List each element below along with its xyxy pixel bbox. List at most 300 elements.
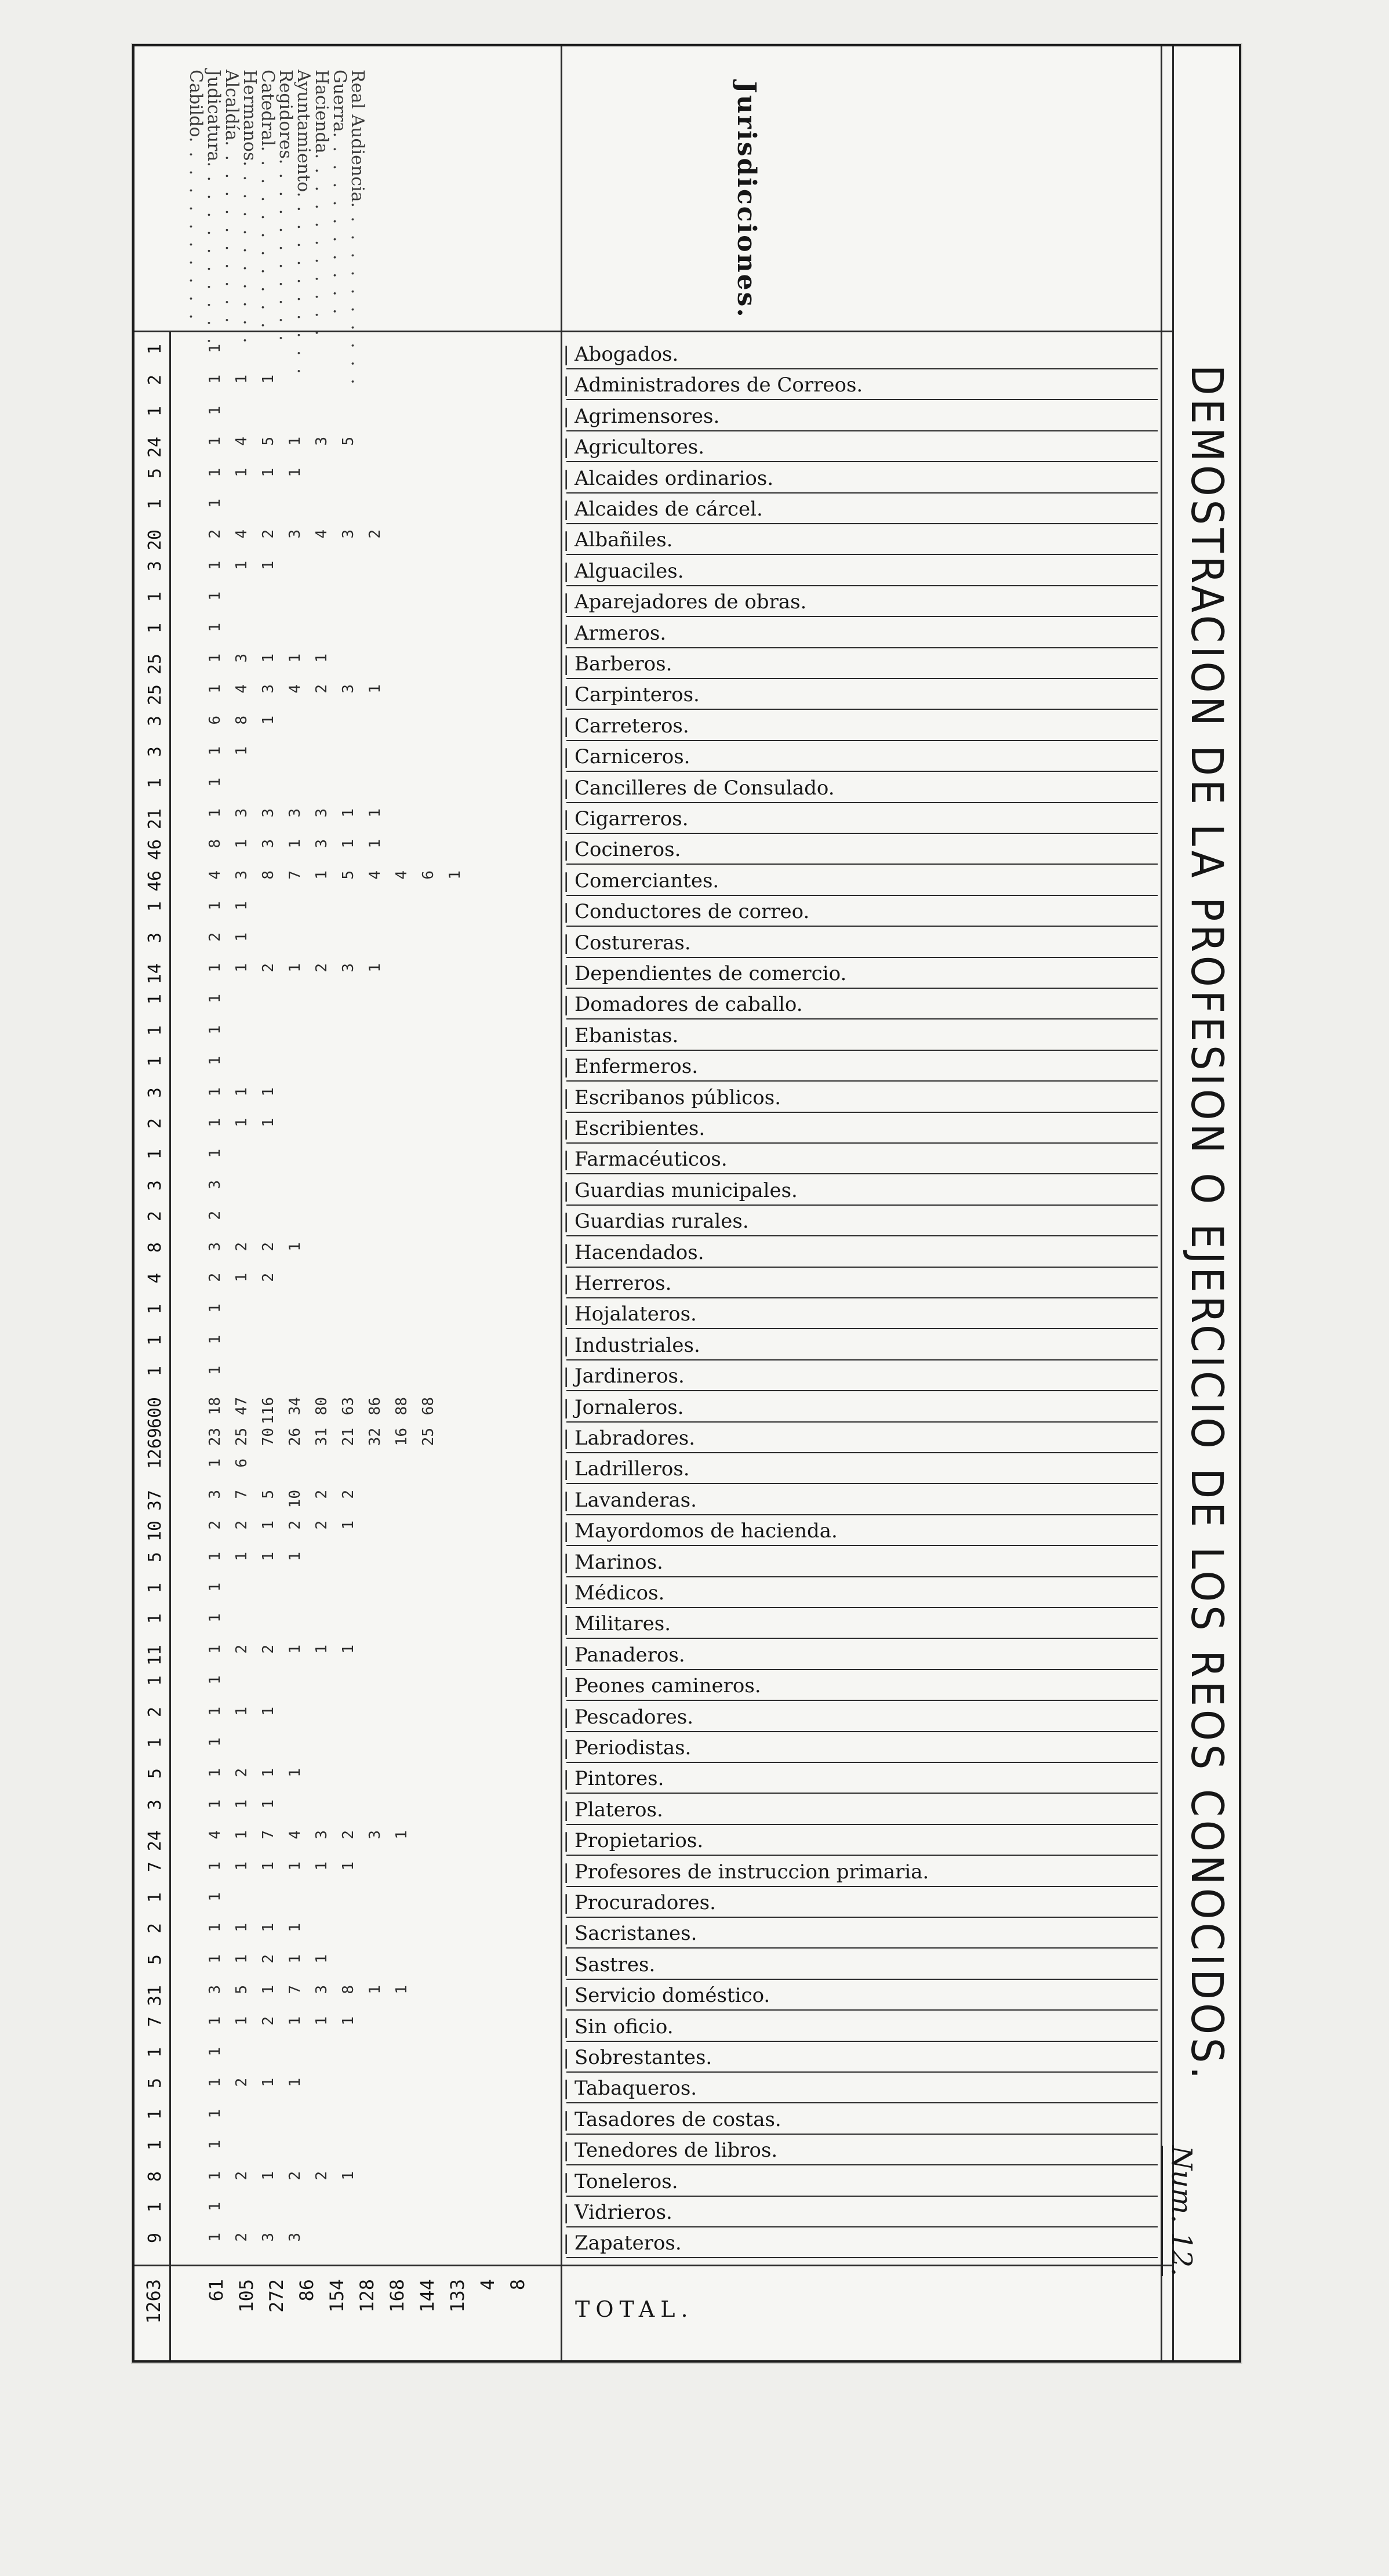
profession-label: | Pintores.: [566, 1764, 1158, 1794]
jurisdiction-value: 1: [206, 437, 224, 446]
profession-values: [139, 649, 696, 679]
profession-label: | Agricultores.: [566, 432, 1158, 462]
row-total-value: 1: [145, 592, 165, 603]
profession-values: [139, 1083, 696, 1113]
jurisdiction-value: 2: [260, 1954, 277, 1964]
profession-label: | Servicio doméstico.: [566, 1980, 1158, 2011]
jurisdiction-value: 1: [233, 560, 250, 570]
row-total-value: 21: [145, 808, 165, 830]
jurisdiction-value: 2: [260, 529, 277, 539]
jurisdiction-value: 6: [233, 1458, 250, 1468]
jurisdiction-item: Hermanos. . . .: [241, 70, 259, 336]
row-total-value: 3: [145, 560, 165, 571]
jurisdiction-value: 3: [260, 684, 277, 694]
profession-label: | Ebanistas.: [566, 1021, 1158, 1051]
jurisdiction-value: 1: [340, 1644, 357, 1654]
profession-label: | Escribientes.: [566, 1113, 1158, 1144]
jurisdiction-value: 3: [340, 684, 357, 694]
jurisdiction-value: 4: [393, 870, 410, 880]
total-value: 168: [386, 2279, 408, 2313]
jurisdiction-value: 3: [233, 808, 250, 818]
row-total-value: 1: [145, 994, 165, 1005]
profession-values: [139, 1485, 696, 1515]
profession-label: | Labradores.: [566, 1423, 1158, 1453]
row-total-value: 7: [145, 2016, 165, 2027]
profession-label: | Armeros.: [566, 618, 1158, 648]
profession-label: | Mayordomos de hacienda.: [566, 1516, 1158, 1546]
profession-label: | Ladrilleros.: [566, 1454, 1158, 1484]
profession-label: | Hacendados.: [566, 1238, 1158, 1268]
jurisdiction-value: 25: [233, 1428, 250, 1446]
profession-label: | Cigarreros.: [566, 804, 1158, 834]
jurisdiction-value: 1: [233, 932, 250, 942]
row-total-value: 5: [145, 2078, 165, 2089]
row-total-value: 1: [145, 1025, 165, 1036]
jurisdiction-value: 25: [420, 1428, 437, 1446]
jurisdiction-value: 1: [206, 2171, 224, 2180]
profession-values: [139, 959, 696, 989]
jurisdiction-value: 1: [206, 375, 224, 384]
jurisdiction-value: 1: [206, 777, 224, 787]
profession-label: | Periodistas.: [566, 1733, 1158, 1763]
profession-label: | Albañiles.: [566, 525, 1158, 555]
profession-label: | Pescadores.: [566, 1702, 1158, 1732]
jurisdiction-value: 47: [233, 1396, 250, 1415]
row-total-value: 2: [145, 1118, 165, 1129]
jurisdiction-value: 3: [366, 1830, 384, 1840]
row-total-value: 1: [145, 901, 165, 912]
row-total-value: 3: [145, 746, 165, 757]
total-value: 128: [356, 2279, 378, 2313]
jurisdiction-value: 2: [233, 2078, 250, 2088]
jurisdiction-value: 1: [206, 2078, 224, 2088]
profession-values: [139, 1268, 696, 1298]
profession-label: | Cocineros.: [566, 835, 1158, 865]
jurisdictions-header: Jurisdicciones.: [732, 81, 761, 319]
profession-label: | Zapateros.: [566, 2228, 1158, 2258]
row-total-value: 1: [145, 344, 165, 355]
row-total-value: 1: [145, 1583, 165, 1594]
profession-values: [139, 1206, 696, 1236]
profession-values: [139, 1238, 696, 1268]
jurisdiction-value: 3: [206, 1985, 224, 1994]
row-total-value: 5: [145, 1768, 165, 1779]
jurisdiction-value: 2: [313, 1521, 330, 1530]
jurisdiction-value: 3: [233, 654, 250, 663]
jurisdiction-value: 1: [260, 1799, 277, 1809]
profession-label: | Plateros.: [566, 1795, 1158, 1825]
jurisdiction-value: 32: [366, 1428, 384, 1446]
jurisdiction-value: 1: [206, 1149, 224, 1159]
row-total-value: 25: [145, 654, 165, 675]
jurisdiction-value: 116: [260, 1396, 277, 1424]
profession-values: [139, 1021, 696, 1051]
jurisdiction-value: 1: [366, 684, 384, 694]
jurisdiction-value: 1: [286, 654, 304, 663]
profession-values: [139, 587, 696, 617]
jurisdiction-value: 3: [260, 808, 277, 818]
jurisdiction-value: 1: [340, 839, 357, 849]
jurisdiction-value: 1: [286, 1923, 304, 1933]
profession-values: [139, 1113, 696, 1144]
row-total-value: 1: [145, 1056, 165, 1067]
row-total-value: 3: [145, 715, 165, 726]
jurisdiction-value: 1: [206, 2202, 224, 2211]
jurisdiction-value: 4: [206, 870, 224, 880]
jurisdiction-value: 5: [233, 1985, 250, 1994]
jurisdiction-value: 26: [286, 1428, 304, 1446]
jurisdiction-value: 2: [260, 2016, 277, 2026]
profession-label: | Alcaides ordinarios.: [566, 463, 1158, 494]
jurisdiction-value: 1: [340, 1521, 357, 1530]
jurisdiction-value: 2: [233, 1521, 250, 1530]
jurisdiction-value: 4: [286, 684, 304, 694]
jurisdictions-list: [187, 70, 366, 336]
profession-label: | Comerciantes.: [566, 866, 1158, 896]
profession-label: | Jardineros.: [566, 1361, 1158, 1391]
jurisdiction-item: Alcaldía. . . .: [223, 70, 241, 336]
total-value: 133: [446, 2279, 468, 2313]
jurisdiction-value: 1: [206, 405, 224, 415]
jurisdiction-value: 1: [206, 684, 224, 694]
row-total-value: 3: [145, 932, 165, 943]
profession-values: [139, 1609, 696, 1639]
profession-values: [139, 1795, 696, 1825]
row-total-value: 2: [145, 1706, 165, 1717]
jurisdiction-value: 3: [286, 808, 304, 818]
jurisdiction-value: 1: [233, 1706, 250, 1716]
jurisdiction-value: 1: [206, 499, 224, 508]
profession-values: [139, 1454, 696, 1484]
jurisdiction-value: 4: [286, 1830, 304, 1840]
jurisdiction-value: 1: [286, 2016, 304, 2026]
jurisdiction-value: 4: [206, 1830, 224, 1840]
jurisdiction-value: 2: [206, 1521, 224, 1530]
row-total-value: 1: [145, 2047, 165, 2058]
jurisdiction-value: 7: [286, 1985, 304, 1994]
jurisdiction-value: 2: [260, 1644, 277, 1654]
profession-label: | Procuradores.: [566, 1888, 1158, 1918]
profession-label: | Herreros.: [566, 1268, 1158, 1298]
profession-label: | Panaderos.: [566, 1640, 1158, 1670]
row-total-value: 25: [145, 684, 165, 706]
jurisdiction-value: 4: [233, 529, 250, 539]
jurisdiction-value: 2: [286, 2171, 304, 2180]
jurisdiction-value: 1: [206, 1551, 224, 1561]
jurisdiction-value: 31: [313, 1428, 330, 1446]
jurisdiction-value: 70: [260, 1428, 277, 1446]
jurisdiction-value: 1: [286, 467, 304, 477]
profession-label: | Sobrestantes.: [566, 2042, 1158, 2073]
jurisdiction-value: 5: [340, 870, 357, 880]
row-total-value: 1: [145, 1304, 165, 1315]
jurisdiction-value: 1: [286, 839, 304, 849]
jurisdiction-value: 1: [233, 1273, 250, 1282]
jurisdiction-value: 1: [206, 467, 224, 477]
jurisdiction-value: 1: [206, 1644, 224, 1654]
jurisdiction-value: 1: [206, 963, 224, 973]
profession-label: | Agrimensores.: [566, 401, 1158, 431]
jurisdiction-value: 3: [313, 808, 330, 818]
jurisdiction-value: 1: [206, 1737, 224, 1747]
row-total-value: 31: [145, 1985, 165, 2007]
jurisdiction-value: 1: [206, 1923, 224, 1933]
jurisdiction-value: 2: [233, 1644, 250, 1654]
jurisdiction-value: 4: [313, 529, 330, 539]
profession-values: [139, 1392, 696, 1428]
row-total-value: 8: [145, 1242, 165, 1253]
profession-label: | Guardias rurales.: [566, 1206, 1158, 1236]
jurisdiction-value: 1: [206, 592, 224, 601]
profession-values: [139, 2167, 696, 2197]
jurisdiction-value: 1: [206, 1799, 224, 1809]
profession-values: [139, 463, 696, 494]
jurisdiction-value: 1: [206, 1892, 224, 1902]
jurisdiction-value: 1: [206, 1675, 224, 1685]
row-total-value: 1: [145, 1613, 165, 1624]
jurisdiction-value: 10: [286, 1489, 304, 1508]
jurisdiction-value: 2: [340, 1489, 357, 1499]
profession-values: [139, 525, 696, 555]
jurisdiction-value: 1: [233, 1551, 250, 1561]
jurisdiction-value: 1: [206, 1087, 224, 1097]
jurisdiction-value: 1: [340, 2171, 357, 2180]
main-title: DEMOSTRACION DE LA PROFESION O EJERCICIO DE LOS REOS CONOCIDOS.: [1181, 365, 1233, 2082]
jurisdiction-value: 1: [286, 963, 304, 973]
profession-label: | Médicos.: [566, 1578, 1158, 1608]
jurisdiction-value: 2: [260, 963, 277, 973]
jurisdiction-value: 1: [206, 994, 224, 1004]
jurisdiction-value: 1: [206, 1304, 224, 1314]
profession-values: [139, 1826, 696, 1856]
row-total-value: 46: [145, 839, 165, 861]
jurisdiction-value: 1: [313, 870, 330, 880]
row-total-value: 1: [145, 1334, 165, 1345]
profession-values: [139, 1950, 696, 1980]
jurisdiction-value: 1: [286, 2078, 304, 2088]
row-total-value: 5: [145, 1954, 165, 1965]
row-total-value: 1: [145, 2140, 165, 2151]
profession-values: [139, 742, 696, 772]
jurisdiction-value: 5: [260, 437, 277, 446]
row-total-value: 3: [145, 1087, 165, 1098]
profession-values: [139, 897, 696, 927]
profession-label: | Tabaqueros.: [566, 2073, 1158, 2103]
jurisdiction-value: 88: [393, 1396, 410, 1415]
profession-values: [139, 1299, 696, 1329]
table-number-text: Num. 12.: [1161, 2146, 1198, 2276]
total-value: 86: [296, 2279, 318, 2302]
row-total-value: 11: [145, 1644, 165, 1666]
row-total-value: 600: [145, 1396, 165, 1428]
jurisdiction-value: 1: [206, 2233, 224, 2243]
row-total-value: 1: [145, 405, 165, 416]
jurisdiction-value: 6: [206, 715, 224, 725]
jurisdiction-value: 1: [233, 1087, 250, 1097]
jurisdiction-value: 1: [446, 870, 464, 880]
jurisdiction-value: 6: [420, 870, 437, 880]
jurisdiction-value: 2: [313, 2171, 330, 2180]
row-total-value: 3: [145, 1799, 165, 1810]
total-value: 154: [326, 2279, 348, 2313]
jurisdiction-value: 1: [233, 963, 250, 973]
profession-values: [139, 556, 696, 586]
profession-label: | Peones camineros.: [566, 1671, 1158, 1701]
profession-label: | Guardias municipales.: [566, 1175, 1158, 1206]
jurisdiction-item: Cabildo. . . .: [187, 70, 205, 336]
jurisdiction-item: Hacienda. . . .: [312, 70, 330, 336]
jurisdiction-value: 5: [260, 1489, 277, 1499]
jurisdiction-value: 23: [206, 1428, 224, 1446]
jurisdiction-value: 1: [206, 560, 224, 570]
profession-label: | Alguaciles.: [566, 556, 1158, 586]
total-value: 272: [266, 2279, 288, 2313]
jurisdiction-value: 1: [233, 2016, 250, 2026]
jurisdiction-value: 1: [286, 437, 304, 446]
row-total-value: 4: [145, 1273, 165, 1284]
jurisdiction-value: 1: [206, 1056, 224, 1065]
jurisdiction-value: 2: [313, 1489, 330, 1499]
profession-label: | Administradores de Correos.: [566, 370, 1158, 400]
profession-values: [139, 711, 696, 741]
jurisdiction-value: 1: [260, 375, 277, 384]
total-value: 105: [235, 2279, 257, 2313]
profession-values: [139, 2042, 696, 2073]
jurisdiction-value: 1: [286, 1768, 304, 1778]
jurisdiction-item: Guerra. . . .: [330, 70, 348, 336]
profession-values: [139, 1144, 696, 1174]
jurisdiction-value: 4: [233, 437, 250, 446]
jurisdiction-value: 1: [233, 839, 250, 849]
profession-values: [139, 835, 696, 865]
profession-values: [139, 1051, 696, 1082]
jurisdiction-value: 1: [206, 1583, 224, 1592]
jurisdiction-value: 2: [260, 1242, 277, 1251]
jurisdiction-value: 4: [233, 684, 250, 694]
jurisdiction-value: 1: [260, 654, 277, 663]
profession-values: [139, 866, 696, 896]
jurisdiction-value: 1: [260, 715, 277, 725]
profession-label: | Lavanderas.: [566, 1485, 1158, 1515]
profession-values: [139, 1857, 696, 1887]
row-total-value: 20: [145, 529, 165, 551]
profession-values: [139, 1330, 696, 1360]
profession-label: | Alcaides de cárcel.: [566, 494, 1158, 524]
jurisdiction-item: Ayuntamiento. . . .: [294, 70, 312, 336]
profession-values: [139, 432, 696, 462]
profession-values: [139, 2012, 696, 2042]
profession-values: [139, 804, 696, 834]
jurisdiction-value: 3: [340, 963, 357, 973]
profession-label: | Sacristanes.: [566, 1918, 1158, 1949]
row-total-value: 1: [145, 1458, 165, 1470]
profession-label: | Sastres.: [566, 1950, 1158, 1980]
profession-values: [139, 1547, 696, 1577]
jurisdiction-value: 4: [366, 870, 384, 880]
row-total-value: 7: [145, 1861, 165, 1872]
row-total-value: 1: [145, 2202, 165, 2213]
profession-label: | Hojalateros.: [566, 1299, 1158, 1329]
row-total-value: 8: [145, 2171, 165, 2182]
total-value: 8: [507, 2279, 529, 2291]
profession-values: [139, 773, 696, 803]
jurisdiction-value: 1: [206, 746, 224, 756]
jurisdiction-value: 3: [260, 839, 277, 849]
jurisdiction-value: 1: [206, 1334, 224, 1344]
jurisdiction-value: 3: [313, 1830, 330, 1840]
row-total-value: 5: [145, 1551, 165, 1562]
jurisdiction-value: 8: [260, 870, 277, 880]
jurisdiction-value: 3: [206, 1489, 224, 1499]
jurisdiction-value: 2: [206, 1273, 224, 1282]
row-total-value: 1: [145, 1149, 165, 1160]
profession-values: [139, 494, 696, 524]
jurisdiction-value: 1: [206, 1768, 224, 1778]
jurisdiction-value: 1: [260, 1861, 277, 1871]
profession-values: [139, 2105, 696, 2135]
jurisdiction-value: 3: [260, 2233, 277, 2243]
jurisdiction-value: 1: [260, 1768, 277, 1778]
jurisdiction-value: 2: [313, 963, 330, 973]
jurisdiction-value: 1: [340, 1861, 357, 1871]
jurisdiction-value: 1: [286, 1861, 304, 1871]
profession-label: | Tenedores de libros.: [566, 2135, 1158, 2165]
jurisdiction-value: 1: [206, 808, 224, 818]
profession-label: | Aparejadores de obras.: [566, 587, 1158, 617]
profession-label: | Enfermeros.: [566, 1051, 1158, 1082]
profession-label: | Farmacéuticos.: [566, 1144, 1158, 1174]
row-total-value: 24: [145, 1830, 165, 1852]
total-divider: [134, 2265, 1172, 2266]
jurisdiction-value: 1: [233, 375, 250, 384]
profession-label: | Costureras.: [566, 928, 1158, 958]
row-total-value: 2: [145, 1923, 165, 1934]
jurisdiction-value: 3: [313, 1985, 330, 1994]
jurisdiction-value: 1: [206, 1954, 224, 1964]
jurisdiction-value: 1: [233, 1830, 250, 1840]
jurisdiction-value: 3: [313, 839, 330, 849]
jurisdiction-value: 2: [206, 1211, 224, 1220]
jurisdiction-value: 34: [286, 1396, 304, 1415]
jurisdiction-item: Regidores. . . .: [277, 70, 294, 336]
profession-values: [139, 2073, 696, 2103]
jurisdiction-value: 1: [233, 901, 250, 910]
profession-label: | Dependientes de comercio.: [566, 959, 1158, 989]
profession-values: [139, 1980, 696, 2011]
jurisdiction-value: 63: [340, 1396, 357, 1415]
profession-label: | Vidrieros.: [566, 2197, 1158, 2227]
profession-label: | Tasadores de costas.: [566, 2105, 1158, 2135]
jurisdiction-value: 1: [313, 1861, 330, 1871]
jurisdiction-value: 1: [206, 1706, 224, 1716]
profession-values: [139, 1361, 696, 1391]
profession-values: [139, 989, 696, 1019]
jurisdiction-value: 1: [260, 1923, 277, 1933]
jurisdiction-value: 3: [313, 437, 330, 446]
jurisdiction-value: 68: [420, 1396, 437, 1415]
jurisdiction-value: 5: [340, 437, 357, 446]
row-total-value: 269: [145, 1428, 165, 1460]
jurisdiction-value: 7: [286, 870, 304, 880]
profession-values: [139, 1918, 696, 1949]
jurisdiction-value: 3: [340, 529, 357, 539]
total-value: 61: [205, 2279, 227, 2302]
jurisdiction-value: 8: [340, 1985, 357, 1994]
jurisdiction-item: Judicatura. . . .: [205, 70, 223, 336]
jurisdiction-value: 1: [366, 839, 384, 849]
jurisdiction-value: 1: [260, 1551, 277, 1561]
row-total-value: 1: [145, 1366, 165, 1377]
